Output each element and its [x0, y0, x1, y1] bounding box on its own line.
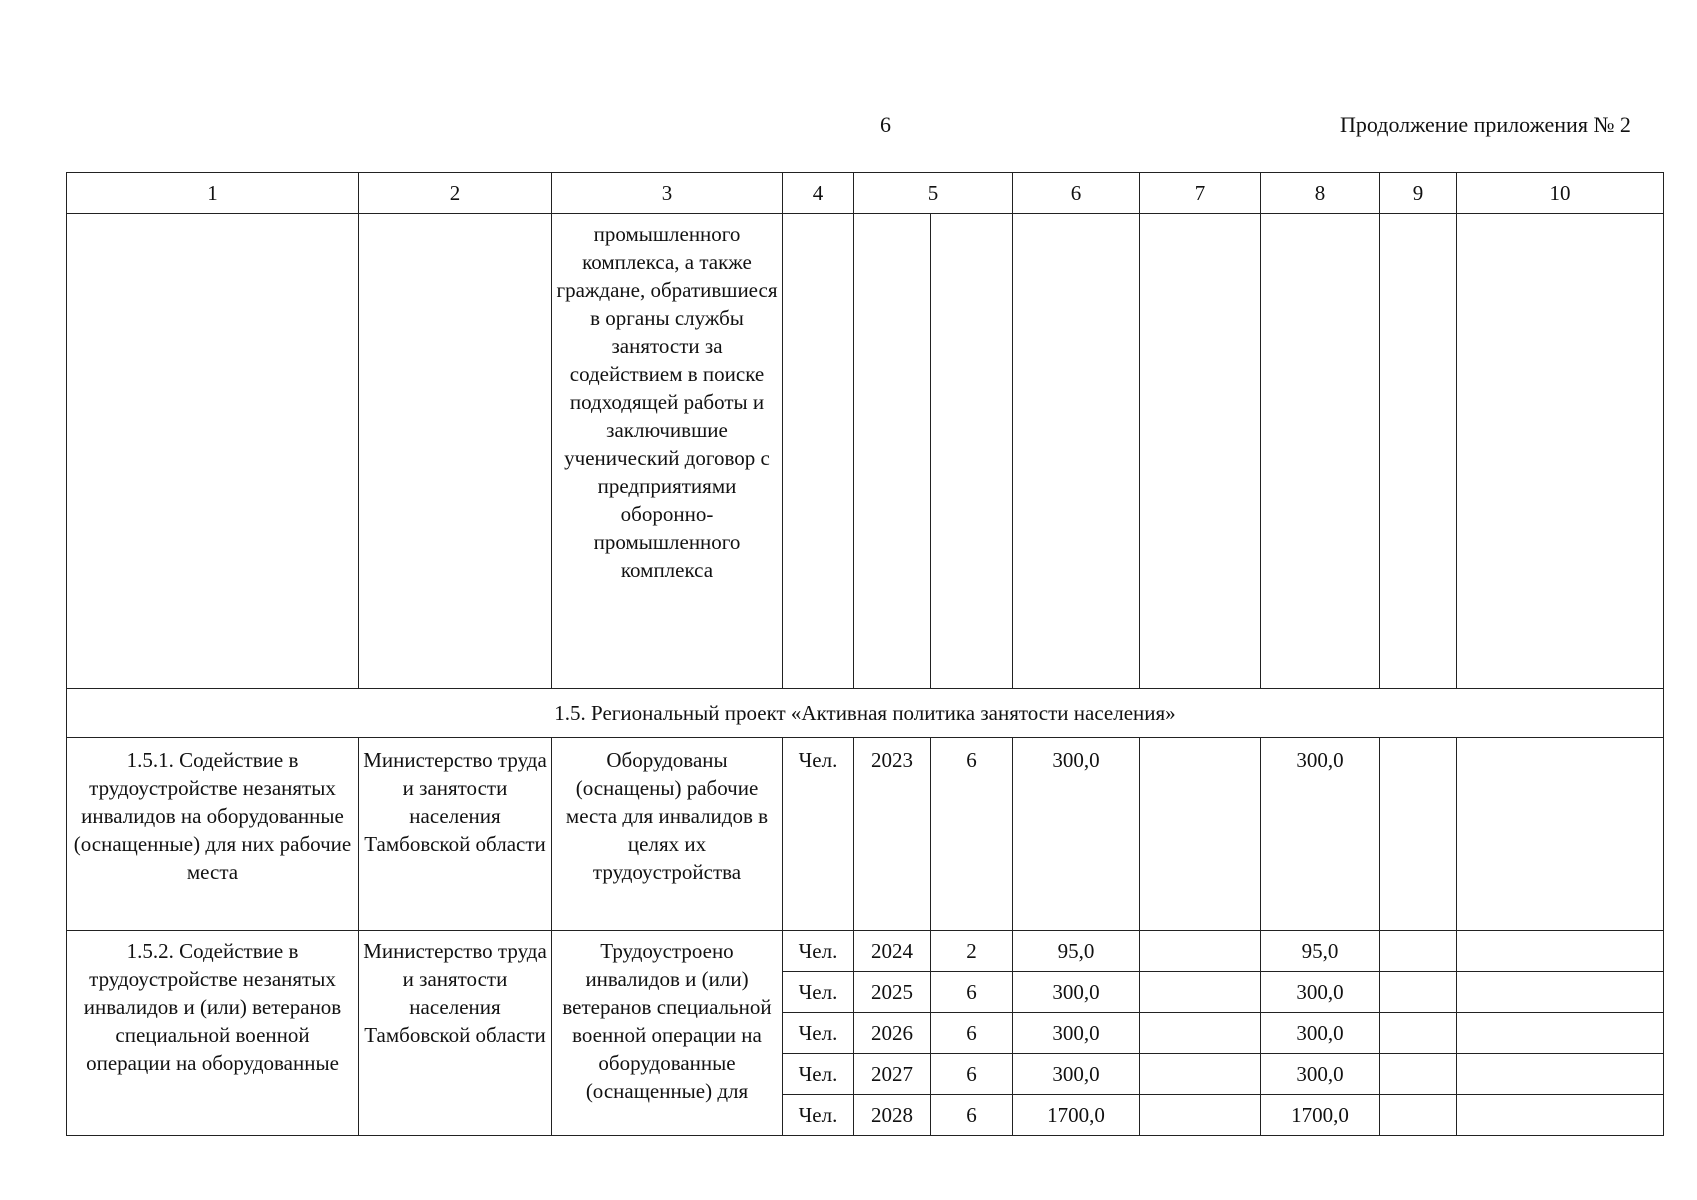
- item-152-col8: 1700,0: [1261, 1095, 1380, 1136]
- item-152-total: 300,0: [1013, 1013, 1140, 1054]
- item-152-col9: [1380, 1054, 1457, 1095]
- item-152-qty: 6: [931, 972, 1013, 1013]
- item-151-col9: [1380, 738, 1457, 931]
- item-152-col10: [1457, 1054, 1664, 1095]
- item-151-qty: 6: [931, 738, 1013, 931]
- item-151-year: 2023: [854, 738, 931, 931]
- item-152-qty: 2: [931, 931, 1013, 972]
- item-152-unit: Чел.: [783, 1013, 854, 1054]
- section-row: [67, 689, 1664, 738]
- item-152-col10: [1457, 931, 1664, 972]
- continuation-col-2: [359, 214, 552, 689]
- item-151-unit: Чел.: [783, 738, 854, 931]
- item-152-col9: [1380, 1095, 1457, 1136]
- item-152-qty: 6: [931, 1095, 1013, 1136]
- item-152-col7: [1140, 1013, 1261, 1054]
- item-152-col7: [1140, 1095, 1261, 1136]
- item-151-row: [67, 738, 1664, 931]
- appendix-label: Продолжение приложения № 2: [1340, 112, 1631, 137]
- header-col-1: 1: [67, 173, 359, 214]
- continuation-col-6: [1013, 214, 1140, 689]
- header-col-2: 2: [359, 173, 552, 214]
- item-152-total: 300,0: [1013, 972, 1140, 1013]
- item-151-col7: [1140, 738, 1261, 931]
- item-151-name: 1.5.1. Содействие в трудоустройстве незанятых инвалидов на оборудованные (оснащенные) для них рабочие места: [67, 738, 359, 931]
- item-152-year: 2024: [854, 931, 931, 972]
- header-col-4: 4: [783, 173, 854, 214]
- continuation-result-text: промышленного комплекса, а также граждане, обратившиеся в органы службы занятости за содействием в поиске подходящей работы и заключившие ученический договор с предприятиями оборонно-промышленного комплекса: [552, 214, 783, 689]
- header-col-3: 3: [552, 173, 783, 214]
- continuation-col-8: [1261, 214, 1380, 689]
- header-col-9: 9: [1380, 173, 1457, 214]
- continuation-col-5b: [931, 214, 1013, 689]
- item-152-col8: 95,0: [1261, 931, 1380, 972]
- item-152-col9: [1380, 972, 1457, 1013]
- item-152-col8: 300,0: [1261, 1054, 1380, 1095]
- item-152-col10: [1457, 1013, 1664, 1054]
- item-152-year: 2028: [854, 1095, 931, 1136]
- continuation-col-9: [1380, 214, 1457, 689]
- item-152-total: 95,0: [1013, 931, 1140, 972]
- item-152-result: Трудоустроено инвалидов и (или) ветеранов специальной военной операции на оборудованные (оснащенные) для: [552, 931, 783, 1136]
- item-152-year: 2025: [854, 972, 931, 1013]
- section-title: 1.5. Региональный проект «Активная политика занятости населения»: [67, 689, 1664, 738]
- item-152-unit: Чел.: [783, 931, 854, 972]
- item-152-col8: 300,0: [1261, 972, 1380, 1013]
- item-152-unit: Чел.: [783, 1054, 854, 1095]
- item-152-col7: [1140, 972, 1261, 1013]
- item-151-col8: 300,0: [1261, 738, 1380, 931]
- header-row: [67, 173, 1664, 214]
- item-151-col10: [1457, 738, 1664, 931]
- header-col-10: 10: [1457, 173, 1664, 214]
- item-152-name: 1.5.2. Содействие в трудоустройстве незанятых инвалидов и (или) ветеранов специальной военной операции на оборудованные: [67, 931, 359, 1136]
- continuation-row: [67, 214, 1664, 689]
- item-152-executor: Министерство труда и занятости населения Тамбовской области: [359, 931, 552, 1136]
- continuation-col-4: [783, 214, 854, 689]
- item-151-executor: Министерство труда и занятости населения Тамбовской области: [359, 738, 552, 931]
- item-152-unit: Чел.: [783, 1095, 854, 1136]
- item-152-year: 2026: [854, 1013, 931, 1054]
- header-col-8: 8: [1261, 173, 1380, 214]
- item-152-row: [67, 931, 1664, 972]
- item-152-col10: [1457, 1095, 1664, 1136]
- item-152-year: 2027: [854, 1054, 931, 1095]
- item-152-qty: 6: [931, 1013, 1013, 1054]
- item-152-col10: [1457, 972, 1664, 1013]
- header-col-7: 7: [1140, 173, 1261, 214]
- item-152-qty: 6: [931, 1054, 1013, 1095]
- header-col-5: 5: [854, 173, 1013, 214]
- header-col-6: 6: [1013, 173, 1140, 214]
- item-152-total: 300,0: [1013, 1054, 1140, 1095]
- continuation-col-7: [1140, 214, 1261, 689]
- continuation-col-5a: [854, 214, 931, 689]
- item-151-total: 300,0: [1013, 738, 1140, 931]
- page-number: 6: [880, 112, 891, 137]
- continuation-col-1: [67, 214, 359, 689]
- item-152-col7: [1140, 931, 1261, 972]
- item-152-col9: [1380, 1013, 1457, 1054]
- continuation-col-10: [1457, 214, 1664, 689]
- item-152-unit: Чел.: [783, 972, 854, 1013]
- item-152-col7: [1140, 1054, 1261, 1095]
- item-152-col9: [1380, 931, 1457, 972]
- item-152-total: 1700,0: [1013, 1095, 1140, 1136]
- item-152-col8: 300,0: [1261, 1013, 1380, 1054]
- program-table: [66, 172, 1664, 1136]
- item-151-result: Оборудованы (оснащены) рабочие места для инвалидов в целях их трудоустройства: [552, 738, 783, 931]
